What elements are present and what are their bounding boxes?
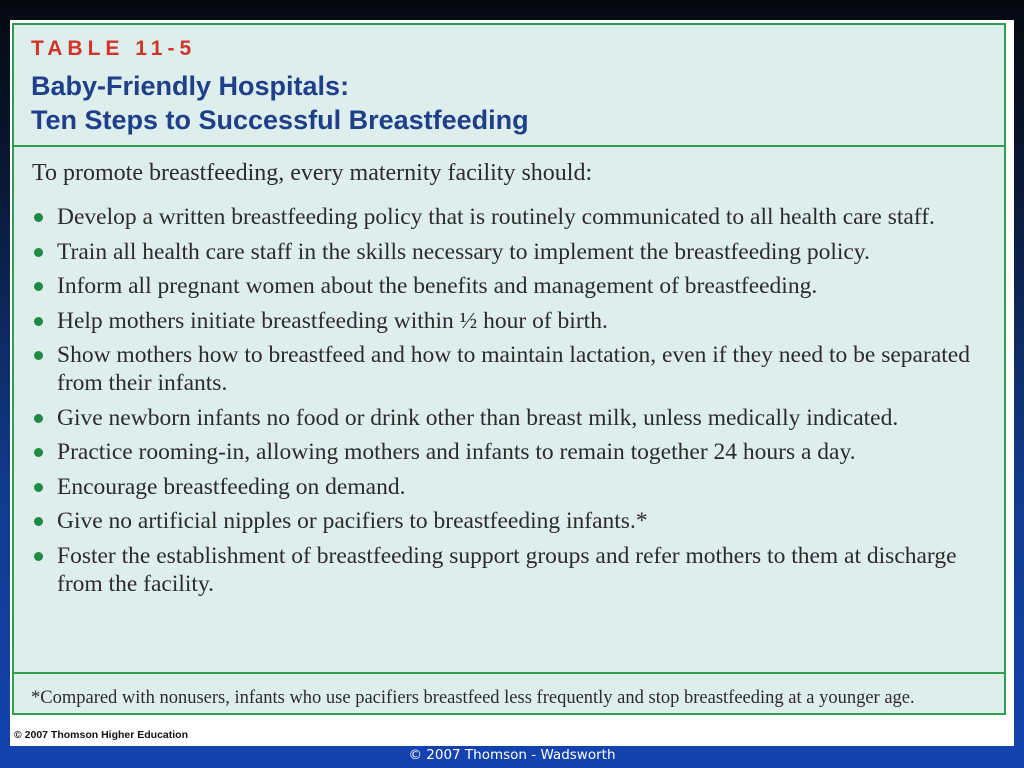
step-item-7 <box>32 438 994 466</box>
step-item-5 <box>32 341 994 397</box>
footnote-section <box>14 672 1004 713</box>
step-text: Give no artificial nipples or pacifiers to breastfeeding infants.* <box>57 508 648 534</box>
step-item-1 <box>32 203 994 231</box>
bullet-icon <box>34 248 43 257</box>
step-item-6 <box>32 404 994 432</box>
step-text: Show mothers how to breastfeed and how to maintain lactation, even if they need to be separated from their infants. <box>57 342 970 396</box>
step-item-8 <box>32 473 994 501</box>
step-text: Foster the establishment of breastfeeding support groups and refer mothers to them at discharge from the facility. <box>57 542 957 597</box>
step-text: Practice rooming-in, allowing mothers and infants to remain together 24 hours a day. <box>57 439 856 465</box>
table-panel <box>12 23 1006 715</box>
step-item-2 <box>32 238 994 266</box>
table-title-line-2: Ten Steps to Successful Breastfeeding <box>31 105 529 135</box>
step-text: Develop a written breastfeeding policy that is routinely communicated to all health care staff. <box>57 204 935 230</box>
bullet-icon <box>34 552 43 561</box>
step-item-9 <box>32 507 994 535</box>
bullet-icon <box>34 517 43 526</box>
bullet-icon <box>34 448 43 457</box>
table-title-line-1: Baby-Friendly Hospitals: <box>31 71 350 101</box>
step-text: Give newborn infants no food or drink other than breast milk, unless medically indicated. <box>57 404 899 431</box>
bullet-icon <box>34 282 43 291</box>
step-item-4 <box>32 307 994 335</box>
step-text: Train all health care staff in the skills necessary to implement the breastfeeding policy. <box>57 238 870 265</box>
steps-list <box>32 203 994 604</box>
step-text: Help mothers initiate breastfeeding within ½ hour of birth. <box>57 307 608 334</box>
step-text: Encourage breastfeeding on demand. <box>57 473 406 500</box>
bullet-icon <box>34 317 43 326</box>
bullet-icon <box>34 351 43 360</box>
bullet-icon <box>34 213 43 222</box>
table-title <box>31 69 529 137</box>
table-header <box>14 25 1004 147</box>
step-text: Inform all pregnant women about the benefits and management of breastfeeding. <box>57 273 818 299</box>
step-item-3 <box>32 272 994 300</box>
table-number-label: TABLE 11-5 <box>31 37 197 60</box>
slide-copyright: © 2007 Thomson - Wadsworth <box>408 747 616 763</box>
bullet-icon <box>34 414 43 423</box>
intro-text: To promote breastfeeding, every maternity facility should: <box>32 160 593 186</box>
footnote-text: *Compared with nonusers, infants who use pacifiers breastfeed less frequently and stop breastfeeding at a younger age. <box>31 688 915 708</box>
bullet-icon <box>34 483 43 492</box>
publisher-copyright: © 2007 Thomson Higher Education <box>14 729 189 741</box>
step-item-10 <box>32 542 994 598</box>
